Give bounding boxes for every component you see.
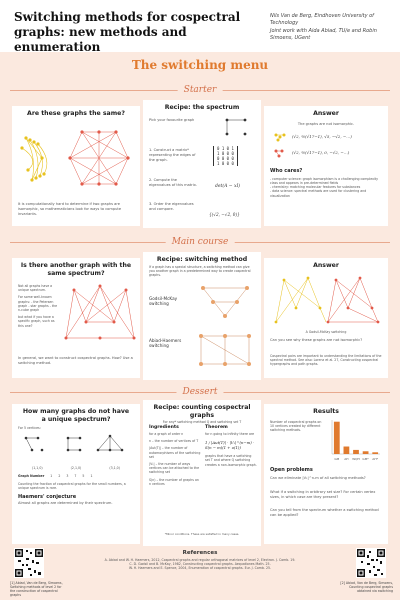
- qr-code-icon: [14, 548, 44, 578]
- red-graph-edges: [70, 132, 128, 184]
- results-bar-chart: [326, 418, 382, 462]
- answer-spectra-illustration: [264, 127, 388, 163]
- author-line-1: Nils Van de Berg, Eindhoven University of Technology: [270, 13, 374, 26]
- table-cell: 7: [74, 474, 77, 479]
- graph-label: (1,1,0): [32, 466, 43, 471]
- panel-text: For some well-known graphs: - the Petersen graph - star graphs - the n-cube graph: [18, 295, 58, 313]
- conjecture-text: Almost all graphs are determined by their spectrum.: [18, 501, 113, 506]
- starter-panel-answer: [264, 106, 388, 226]
- small-graph-icon: [221, 114, 251, 140]
- panel-title: Recipe: the spectrum: [164, 104, 240, 111]
- references-heading: References: [182, 550, 218, 556]
- chart-bar: [363, 451, 369, 454]
- chart-tick-label: GM: [334, 457, 340, 461]
- section-banner-starter: [10, 84, 390, 96]
- reference-item: A. Abiad and W. H. Haemers, 2012, Cospectral graphs and regular orthogonal matrices of level 2, Electron. J. Comb. 19.: [104, 558, 296, 562]
- starter-panel-recipe: [143, 100, 261, 228]
- chart-bar: [372, 452, 378, 454]
- chart-tick-label: WQH: [352, 457, 360, 461]
- poster-header: [0, 0, 400, 52]
- switched-graph-pair: [272, 272, 382, 328]
- dessert-panel-recipe: [143, 400, 261, 546]
- table-cell: 2: [58, 474, 61, 479]
- ingredient-item: |V₁| – the number of ways vertices can be attached to the switching set: [149, 462, 200, 475]
- answer-text: The graphs are not isomorphic.: [297, 122, 355, 126]
- references-block: [70, 550, 330, 571]
- small-graphs-illustration: [12, 432, 140, 462]
- panel-question: Can you see why these graphs are not isomorphic?: [270, 338, 363, 342]
- ingredient-item: for a graph of order n: [149, 432, 184, 436]
- main-panel-recipe: [143, 252, 261, 380]
- recipe-step-1: 1. Construct a matrix* representing the edges of the graph.: [149, 148, 196, 162]
- starter-panel-question: [12, 106, 140, 226]
- table-cell: 1: [50, 474, 53, 479]
- panel-text: In general, we want to construct cospectral graphs. How? Use a switching method.: [18, 356, 133, 365]
- reason-bullet: - data science: spectral methods are used for clustering and visualization: [270, 189, 367, 198]
- chart-caption: Number of cospectral graphs on 10 vertices created by different switching methods.: [270, 420, 322, 433]
- panel-subtitle: For any* switching method Q and switching set T: [162, 420, 242, 424]
- graph-label: (3,1,0): [109, 466, 120, 471]
- recipe-step-0: Pick your favourite graph: [149, 118, 195, 122]
- qr-caption-left: [1] Abiad, Van de Berg, Simoens, Switching methods of level 2 for the construction of cospectral graphs: [10, 581, 63, 597]
- adjacency-matrix: [213, 146, 238, 166]
- qr-code-icon: [356, 548, 386, 578]
- recipe-step-3: 3. Order the eigenvalues and compare.: [149, 202, 194, 211]
- reference-item: W. H. Haemers and E. Spence, 2004, Enumeration of cospectral graphs. Eur. J. Comb. 25.: [128, 566, 272, 571]
- ingredients-column: [149, 424, 201, 486]
- panel-title: Answer: [313, 110, 339, 117]
- panel-title: Is there another graph with the same spectrum?: [20, 262, 132, 277]
- poster-title: Switching methods for cospectral graphs: new methods and enumeration: [14, 10, 241, 54]
- ingredients-heading: Ingredients: [149, 425, 179, 430]
- main-text-column: [18, 284, 60, 328]
- determinant-formula: det(A − xI): [215, 184, 241, 189]
- godsil-mckay-diagram: [193, 282, 257, 322]
- reference-item: C. D. Godsil and B. McKay, 1982, Constructing cospectral graphs. Aequationes Math. 25.: [129, 562, 271, 567]
- author-line-2: Joint work with Aida Abiad, TU/e and Robin Simoens, UGent: [270, 28, 377, 41]
- main-panel-question: [12, 258, 140, 378]
- theorem-formula: 1 / |Aut(T)| · |V₁|^(n−m) · S(n − m)(1 + o(1)): [205, 440, 255, 451]
- section-label-main: Main course: [166, 236, 235, 248]
- dessert-panel-question: [12, 404, 140, 544]
- two-graphs-illustration: [12, 118, 140, 198]
- qr-caption-right: [2] Abiad, Van de Berg, Simoens, Counting cospectral graphs obtained via switching: [340, 581, 393, 593]
- reason-bullet: - chemistry: matching molecular features for substances: [270, 185, 361, 190]
- panel-text: Not all graphs have a unique spectrum.: [18, 284, 53, 293]
- chart-tick-label: AH*: [372, 457, 379, 461]
- who-cares-heading: Who cares?: [270, 167, 303, 174]
- matrix-row: 0 0 0 0: [217, 156, 234, 161]
- spectrum-result: {(√2, −√2, 0)}: [209, 212, 240, 217]
- chart-bar: [353, 450, 359, 454]
- ingredient-item: n – the number of vertices of T: [149, 439, 199, 444]
- conjecture-heading: Haemers' conjecture: [18, 494, 77, 501]
- open-problems-heading: Open problems: [270, 467, 313, 473]
- menu-title: The switching menu: [131, 58, 269, 72]
- chart-bar: [334, 422, 340, 454]
- matrix-row: 0 1 0 1: [217, 146, 234, 151]
- panel-title: Results: [313, 408, 339, 415]
- theorem-column: [205, 424, 257, 467]
- section-banner-main: [10, 236, 390, 248]
- panel-title: Recipe: counting cospectral graphs: [153, 404, 251, 419]
- author-block: [270, 13, 395, 42]
- panel-text: If a graph has a special structure, a switching method can give you another graph in a predetermined way to create cospectral graphs.: [149, 265, 251, 278]
- main-panel-answer: [264, 258, 388, 378]
- section-label-starter: Starter: [178, 84, 223, 96]
- panel-title: How many graphs do not have a unique spectrum?: [22, 408, 130, 423]
- crown-graph-illustration: [62, 282, 138, 352]
- matrix-row: 1 0 0 0: [217, 161, 234, 166]
- table-cell: 5: [82, 474, 85, 479]
- open-problem: Can you tell from the spectrum whether a switching method can be applied?: [270, 508, 379, 517]
- theorem-text: graphs that have a switching set T and where Q switching creates a non-isomorphic graph.: [205, 454, 257, 467]
- panel-title: Answer: [313, 262, 339, 269]
- godsil-mckay-label: Godsil-McKay switching: [149, 296, 178, 307]
- svg-text:(√2, ½(√17−1), 0, −√2, −…): (√2, ½(√17−1), 0, −√2, −…): [292, 149, 350, 155]
- ingredient-item: S(n) – the number of graphs on n vertices: [149, 477, 199, 486]
- graph-label: (2,1,0): [70, 466, 82, 471]
- theorem-text: for n going to infinity there are: [205, 432, 255, 436]
- panel-text: Cospectral pairs are important to understanding the limitations of the spectral method. See also: Lorenz et al. 27, Constructing cospectral hypergraphs and path graphs.: [270, 354, 382, 367]
- chart-tick-label: GM*: [362, 457, 369, 461]
- figure-caption: A Godsil-McKay switching: [305, 330, 347, 334]
- table-cell: 1: [90, 474, 93, 479]
- svg-text:(√2, ½(√17−1), √5, −√2, −…): (√2, ½(√17−1), √5, −√2, −…): [292, 133, 352, 139]
- panel-title: Are these graphs the same?: [27, 110, 125, 117]
- table-cell: 3: [66, 474, 69, 479]
- recipe-step-2: 2. Compute the eigenvalues of this matrix.: [149, 178, 197, 187]
- panel-note: Counting the fraction of cospectral graphs for the small numbers, a unique spectrum is rare.: [18, 481, 126, 490]
- abiad-haemers-label: Abiad-Haemers switching: [149, 338, 182, 349]
- qr-code-left[interactable]: [14, 548, 44, 578]
- table-row-label: Graph Number: [18, 474, 45, 479]
- section-banner-dessert: [10, 386, 390, 398]
- reason-bullet: - computer science: graph isomorphism is a challenging complexity class and appears in pre-determined fields: [270, 176, 379, 185]
- dessert-panel-results: [264, 404, 388, 544]
- chart-tick-label: AH: [344, 457, 349, 461]
- ingredient-item: |Aut(T)| – the number of automorphisms of the switching set: [149, 446, 201, 459]
- panel-text: It is computationally hard to determine if two graphs are isomorphic, so mathematicians look for ways to compute invariants.: [18, 202, 122, 216]
- open-problem: Can we eliminate |V₁|^n-m of all switching methods?: [270, 476, 366, 480]
- chart-bar: [344, 447, 350, 454]
- panel-title: Recipe: switching method: [156, 256, 248, 263]
- open-problem: What if a switching in arbitrary set size? For certain vertex sizes, in which case are they present?: [270, 490, 376, 499]
- abiad-haemers-diagram: [193, 328, 257, 372]
- section-label-dessert: Dessert: [176, 386, 223, 398]
- qr-code-right[interactable]: [356, 548, 386, 578]
- graph-count-table: [12, 470, 140, 478]
- theorem-heading: Theorem: [205, 425, 228, 430]
- panel-subtitle: For 5 vertices:: [18, 426, 41, 430]
- panel-text: but what if you have a specific graph, such as this one?: [18, 315, 55, 328]
- matrix-row: 1 0 0 0: [217, 151, 234, 156]
- footnote: *Minor conditions. These are satisfied in many cases.: [164, 532, 240, 536]
